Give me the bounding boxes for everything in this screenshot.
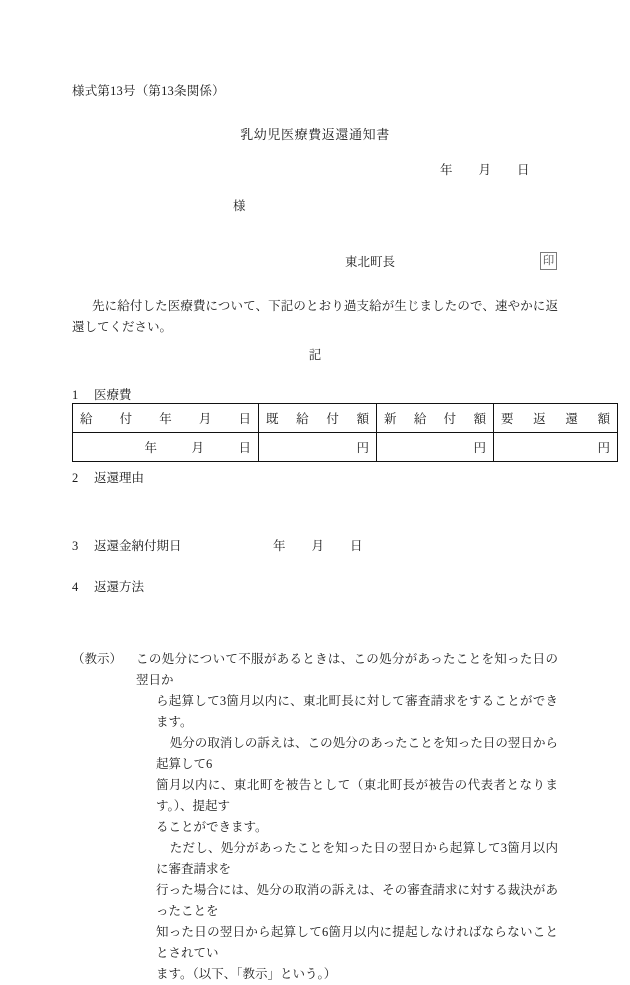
currency-unit: 円 [356,441,369,455]
seal-stamp-icon: 印 [540,252,557,270]
header-part: 月 [198,412,212,426]
header-part: 給 [80,412,93,426]
section-2-number: 2 [72,471,79,485]
issue-date-line [440,160,530,178]
currency-unit: 円 [597,441,610,455]
cell-new-amount[interactable] [377,433,494,462]
section-3-date-line[interactable] [273,536,363,554]
section-3-date-day: 日 [350,539,363,553]
currency-unit: 円 [473,441,486,455]
record-mark: 記 [308,348,322,362]
form-number: 様式第13号（第13条関係） [72,84,225,98]
section-2-label: 返還理由 [94,471,145,485]
instruction-p3-line1: ただし、処分があったことを知った日の翌日から起算して3箇月以内に審査請求を [156,841,558,876]
header-part: 還 [565,412,578,426]
cell-refund-amount[interactable] [494,433,618,462]
body-paragraph: 先に給付した医療費について、下記のとおり過支給が生じましたので、速やかに返還してください。 [72,299,558,334]
header-part: 要 [501,412,514,426]
cell-date-day: 日 [238,441,251,455]
header-part: 年 [159,412,172,426]
header-part: 付 [443,412,457,426]
table-header-row [73,404,618,433]
section-1-label: 医療費 [94,388,132,402]
header-part: 返 [533,412,546,426]
instruction-p3-line3: 知った日の翌日から起算して6箇月以内に提起しなければならないこととされてい [156,925,558,960]
header-part: 日 [238,412,251,426]
instruction-p2-line2: 箇月以内に、東北町を被告として（東北町長が被告の代表者となります。）、提起す [156,778,558,813]
medical-fee-table [72,403,618,462]
section-3-date-year: 年 [273,539,286,553]
section-4-label: 返還方法 [94,580,145,594]
header-part: 額 [356,412,369,426]
section-1-heading [72,385,132,403]
header-part: 給 [413,412,427,426]
header-new-amount [377,404,494,433]
header-part: 付 [326,412,339,426]
table-entry-row [73,433,618,462]
section-3-label: 返還金納付期日 [94,539,182,553]
cell-payment-date[interactable] [73,433,259,462]
issuer-name: 東北町長 [345,255,396,269]
header-part: 新 [384,412,397,426]
instruction-p1-line2: ら起算して3箇月以内に、東北町長に対して審査請求をすることができます。 [156,694,558,729]
header-payment-date [73,404,259,433]
issue-date-year: 年 [440,163,453,177]
section-3-date-month: 月 [311,539,325,553]
issue-date-month: 月 [478,163,492,177]
instruction-tag: （教示） [72,652,123,666]
cell-date-year: 年 [144,441,157,455]
header-part: 額 [473,412,486,426]
section-2-heading [72,468,144,486]
header-part: 付 [119,412,133,426]
section-4-heading [72,577,144,595]
instruction-p3-line2: 行った場合には、処分の取消の訴えは、その審査請求に対する裁決があったことを [156,883,558,918]
cell-previous-amount[interactable] [259,433,377,462]
header-previous-amount [259,404,377,433]
section-1-number: 1 [72,388,79,402]
header-part: 額 [597,412,610,426]
section-3-heading [72,536,182,554]
instruction-block [72,649,558,985]
addressee-honorific: 様 [233,199,246,213]
instruction-p3-line4: ます。（以下、「教示」という。） [156,967,337,981]
header-part: 既 [266,412,279,426]
issuer-line [345,252,557,270]
issue-date-day: 日 [517,163,530,177]
header-part: 給 [296,412,309,426]
section-3-number: 3 [72,539,79,553]
document-title: 乳幼児医療費返還通知書 [240,127,390,142]
header-refund-amount [494,404,618,433]
instruction-p2-line1: 処分の取消しの訴えは、この処分のあったことを知った日の翌日から起算して6 [156,736,558,771]
cell-date-month: 月 [191,441,204,455]
instruction-p2-line3: ることができます。 [156,820,268,834]
instruction-p1-line1: この処分について不服があるときは、この処分があったことを知った日の翌日か [136,652,558,687]
section-4-number: 4 [72,580,79,594]
